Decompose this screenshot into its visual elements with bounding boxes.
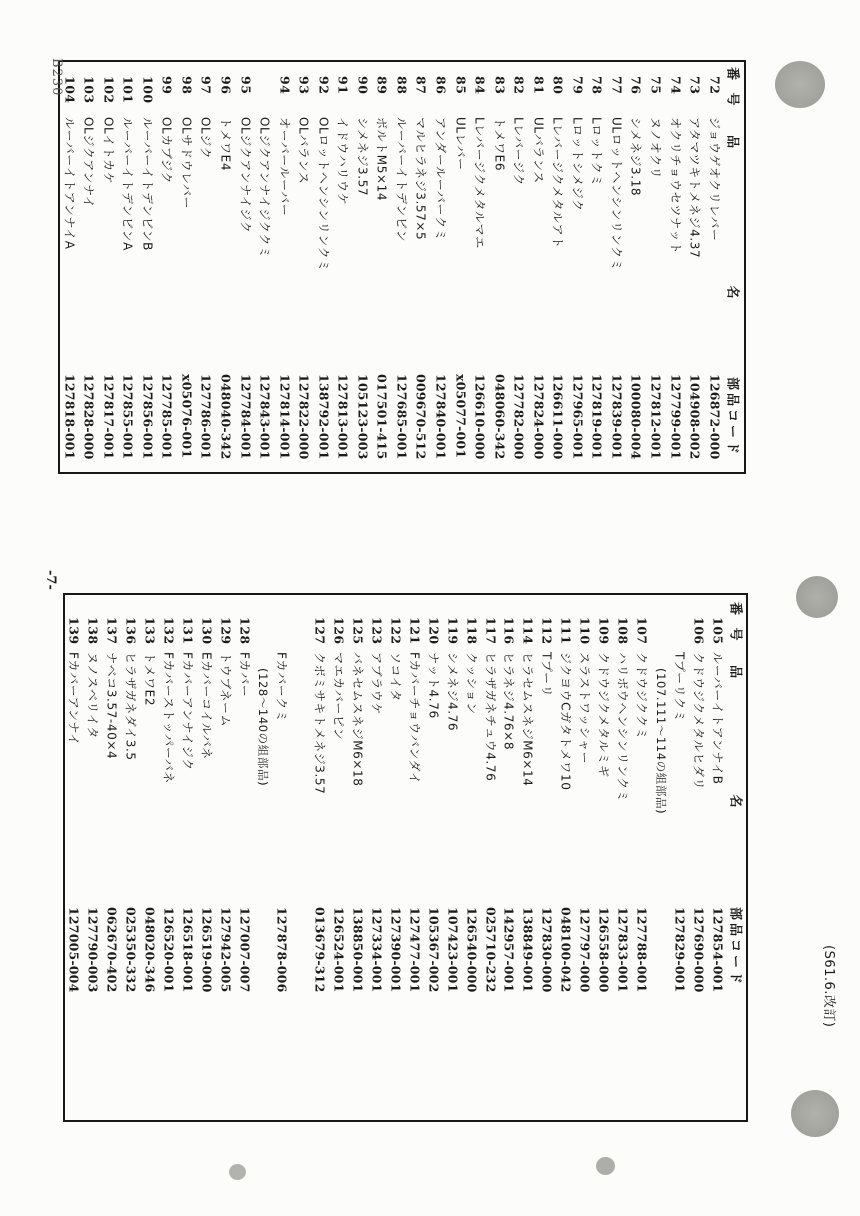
table-row [424, 595, 443, 1120]
table-row [254, 595, 273, 1120]
row-number: 139 [66, 617, 82, 645]
row-number: 128 [237, 617, 253, 645]
row-part-code: 127784-001 [238, 374, 254, 460]
row-part-code: 127843-001 [257, 374, 273, 460]
row-part-code: 105367-002 [426, 907, 442, 993]
row-part-code: 127828-000 [81, 374, 97, 460]
row-number: 136 [123, 617, 139, 645]
row-part-name: クドウジクメタルミギ [596, 652, 611, 778]
row-part-name: オーバールーバー [277, 117, 292, 217]
row-part-code: 104908-002 [687, 374, 703, 460]
row-number: 100 [140, 76, 156, 104]
table-row [462, 595, 481, 1120]
table-row [666, 62, 686, 472]
table-row [99, 62, 119, 472]
row-part-name: ULバランス [531, 117, 546, 184]
row-part-code: 127854-001 [710, 907, 726, 993]
row-number: 118 [464, 617, 480, 645]
row-part-name: トメワE2 [142, 652, 157, 707]
punch-hole-top [775, 61, 825, 108]
row-part-code: 127856-001 [140, 374, 156, 460]
row-part-name: (128〜140の組部品) [256, 668, 271, 787]
row-number: 133 [142, 617, 158, 645]
row-number: 80 [550, 76, 566, 95]
row-part-name: ジョウゲオクリレバー [707, 117, 722, 242]
row-part-name: Fカバー [237, 652, 252, 698]
row-part-code: 127824-000 [531, 374, 547, 460]
row-part-code: 126540-000 [464, 907, 480, 993]
row-part-name: Lレバージクメタルマエ [472, 117, 487, 249]
row-number: 93 [296, 76, 312, 95]
punch-hole-middle [796, 576, 838, 618]
table-row [529, 62, 549, 472]
row-part-name: ルーバーイトアンナイA [62, 117, 77, 250]
row-number: 112 [539, 617, 555, 645]
row-number: 117 [483, 617, 499, 645]
row-part-code: 126558-000 [596, 907, 612, 993]
row-part-name: アンダールーバークミ [433, 117, 448, 242]
row-number: 81 [531, 76, 547, 95]
row-part-code: 048040-342 [218, 374, 234, 460]
table-row [519, 595, 538, 1120]
row-part-name: マルヒラネジ3.57×5 [413, 117, 428, 241]
row-number: 76 [629, 76, 644, 95]
row-part-name: ルーバーイトデンビン [394, 117, 409, 243]
row-part-name: Lロットクミ [589, 117, 604, 187]
row-number: 111 [558, 617, 574, 645]
row-number: 87 [413, 76, 429, 95]
table-row [549, 62, 569, 472]
row-part-code: 127818-001 [62, 374, 78, 460]
row-part-name: ULレバー [453, 117, 468, 171]
row-part-code: 127788-001 [634, 907, 650, 993]
row-part-name: シメネジ3.18 [629, 117, 643, 197]
row-number: 97 [198, 76, 214, 95]
row-part-code: 127829-001 [672, 907, 688, 993]
row-part-name: Fカバークミ [274, 652, 289, 723]
row-number: 120 [426, 617, 442, 645]
table-row [490, 62, 510, 472]
row-part-code: x05076-001 [179, 374, 195, 459]
table-row [576, 595, 595, 1120]
revision-note: (S61.6.改訂) [821, 945, 836, 1028]
row-part-code: 127690-000 [691, 907, 707, 993]
row-number: 79 [570, 76, 586, 95]
table-row [705, 62, 725, 472]
row-part-name: トメワE6 [492, 117, 507, 172]
document-id-label: B230 [49, 58, 64, 97]
row-part-name: ルーバーイトアンナイB [710, 652, 725, 785]
table-row [557, 595, 576, 1120]
row-part-name: ULロットヘンシンリンクミ [609, 117, 624, 272]
row-number: 90 [355, 76, 371, 95]
row-number: 83 [492, 76, 508, 95]
row-part-name: Eカバーコイルバネ [199, 652, 214, 760]
table-row [500, 595, 519, 1120]
row-part-code: 127833-001 [615, 907, 631, 993]
row-part-name: アタマツキトメネジ4.37 [687, 117, 702, 259]
row-part-name: Fカバーアンナイジク [180, 652, 195, 771]
table-row [392, 62, 412, 472]
row-part-code: 138849-001 [520, 907, 536, 993]
table-row [685, 62, 705, 472]
table-row [632, 595, 651, 1120]
row-part-name: ハリボウヘンシンリンクミ [615, 652, 630, 803]
table-row [614, 595, 633, 1120]
row-part-name: OLサドウレバー [179, 117, 194, 210]
scan-dot-left [229, 1164, 246, 1180]
row-part-name: Fカバーチョウバンダイ [407, 652, 422, 785]
row-part-code: 127813-001 [335, 374, 351, 460]
row-part-code: 048020-346 [142, 907, 158, 993]
table-row [178, 595, 197, 1120]
row-part-code: 127839-001 [609, 374, 625, 460]
row-part-name: クボミサキトメネジ3.57 [312, 652, 327, 795]
table-header-row [727, 595, 746, 1120]
row-number: 86 [433, 76, 449, 95]
row-number: 137 [104, 617, 120, 645]
table-row [158, 62, 178, 472]
row-part-code: 127007-007 [237, 907, 253, 993]
row-part-name: Tプーリ [539, 652, 554, 698]
row-part-code: 127965-001 [570, 374, 586, 460]
table-row [141, 595, 160, 1120]
table-row [122, 595, 141, 1120]
row-part-code: 127855-001 [120, 374, 136, 460]
row-number: 102 [101, 76, 117, 104]
table-row [84, 595, 103, 1120]
row-part-code: 062670-402 [104, 907, 120, 993]
table-row [607, 62, 627, 472]
row-number: 85 [453, 76, 469, 95]
table-row [311, 595, 330, 1120]
row-part-code: 127799-001 [668, 374, 684, 460]
row-number: 82 [511, 76, 527, 95]
row-part-name: ナット4.76 [426, 652, 441, 719]
row-number: 101 [120, 76, 136, 104]
row-part-code: 126610-000 [472, 374, 488, 460]
row-number: 119 [445, 617, 461, 645]
row-number: 78 [589, 76, 605, 95]
row-part-code: 127785-001 [159, 374, 175, 460]
table-row [353, 62, 373, 472]
row-part-code: 127812-001 [648, 374, 664, 460]
row-number: 92 [316, 76, 332, 95]
row-part-name: トウブネーム [218, 652, 233, 728]
header-part-code: 部品コード [724, 377, 740, 458]
table-row [216, 62, 236, 472]
row-number: 75 [648, 76, 664, 95]
table-row [292, 595, 311, 1120]
header-part-name: 品 名 [727, 665, 743, 808]
row-part-code: 126520-001 [161, 907, 177, 993]
table-row [588, 62, 608, 472]
row-part-name: シメネジ4.76 [445, 652, 460, 732]
row-number: 84 [472, 76, 488, 95]
row-part-code: 127334-001 [369, 907, 385, 993]
row-part-name: イドウハリウケ [335, 117, 350, 206]
row-number: 73 [687, 76, 703, 95]
row-part-name: Lレバージク [511, 117, 526, 186]
table-row [412, 62, 432, 472]
row-part-name: ナベコ3.57-40×4 [104, 652, 119, 760]
row-number: 91 [335, 76, 351, 95]
row-number: 125 [350, 617, 366, 645]
row-part-name: クドウジクメタルヒダリ [691, 652, 706, 791]
table-row [646, 62, 666, 472]
parts-table-rows-72-104 [58, 60, 746, 474]
row-part-code: 127819-001 [589, 374, 605, 460]
table-row [689, 595, 708, 1120]
row-part-name: OLジクアンナイジク [238, 117, 253, 234]
row-part-name: シメネジ3.57 [355, 117, 370, 197]
table-row [65, 595, 84, 1120]
table-row [197, 595, 216, 1120]
row-part-name: Fカバーストッパーバネ [161, 652, 176, 784]
table-row [538, 595, 557, 1120]
row-part-name: OLジクアンナイジククミ [257, 117, 272, 259]
header-part-code: 部品コード [727, 907, 743, 988]
header-number: 番 号 [724, 67, 740, 106]
row-number: 109 [596, 617, 612, 645]
row-part-name: ヒラザガネダイ3.5 [123, 652, 138, 761]
row-part-name: OLカブジク [159, 117, 174, 185]
row-part-name: Tプーリクミ [672, 652, 687, 723]
row-part-code: 025710-232 [483, 907, 499, 993]
row-number: 110 [577, 617, 593, 645]
row-number: 121 [407, 617, 423, 645]
row-part-code: 127477-001 [407, 907, 423, 993]
table-row [273, 595, 292, 1120]
row-part-name: アブラウケ [369, 652, 384, 716]
row-part-code: x05077-001 [453, 374, 469, 459]
row-number: 89 [374, 76, 390, 95]
table-row [330, 595, 349, 1120]
row-part-code: 009670-512 [413, 374, 429, 460]
row-number: 107 [634, 617, 650, 645]
table-row [60, 62, 80, 472]
row-part-name: ヒラザガネチュウ4.76 [483, 652, 498, 782]
table-row [349, 595, 368, 1120]
row-part-name: ルーバーイトデンビンA [120, 117, 135, 251]
row-number: 127 [312, 617, 328, 645]
row-number: 122 [388, 617, 404, 645]
row-number: 116 [501, 617, 517, 645]
header-number: 番 号 [727, 602, 743, 641]
table-row [235, 595, 254, 1120]
row-part-code: 127814-001 [277, 374, 293, 460]
table-row [627, 62, 647, 472]
row-part-name: ルーバーイトデンビンB [140, 117, 155, 251]
table-row [236, 62, 256, 472]
row-part-code: 048100-042 [558, 907, 574, 993]
row-number: 132 [161, 617, 177, 645]
header-part-name: 品 名 [724, 135, 740, 299]
row-part-code: 127817-001 [101, 374, 117, 460]
row-part-code: 127942-005 [218, 907, 234, 993]
row-part-code: 126524-001 [331, 907, 347, 993]
row-number: 106 [691, 617, 707, 645]
table-row [216, 595, 235, 1120]
table-row [197, 62, 217, 472]
table-row [275, 62, 295, 472]
row-part-name: Lロットシメジク [570, 117, 585, 212]
row-number: 95 [238, 76, 254, 95]
row-part-code: 127782-000 [511, 374, 527, 460]
row-number: 74 [668, 76, 684, 95]
row-part-code: 048060-342 [492, 374, 508, 460]
row-part-code: 127390-001 [388, 907, 404, 993]
row-number: 114 [520, 617, 536, 645]
row-part-code: 142957-001 [501, 907, 517, 993]
row-part-name: ヒラネジ4.76×8 [501, 652, 516, 751]
row-part-code: 127790-003 [85, 907, 101, 993]
table-row [470, 62, 490, 472]
row-part-name: ボルトM5×14 [374, 117, 389, 202]
table-row [405, 595, 424, 1120]
row-part-code: 017501-415 [374, 374, 390, 460]
row-number: 131 [180, 617, 196, 645]
row-part-name: トメワE4 [218, 117, 233, 172]
row-part-name: Lレバージクメタルアト [550, 117, 565, 249]
row-number: 129 [218, 617, 234, 645]
row-number: 77 [609, 76, 625, 95]
row-number: 103 [81, 76, 97, 104]
row-part-name: ヒラセムスネジM6×14 [520, 652, 535, 787]
row-part-code: 126518-001 [180, 907, 196, 993]
table-row [431, 62, 451, 472]
table-row [708, 595, 727, 1120]
row-part-code: 126872-000 [707, 374, 723, 460]
row-part-code: 127797-000 [577, 907, 593, 993]
table-row [159, 595, 178, 1120]
row-part-name: スラストワッシャー [577, 652, 592, 765]
table-row [386, 595, 405, 1120]
row-part-code: 107423-001 [445, 907, 461, 993]
row-number: 105 [710, 617, 726, 645]
row-part-name: バネセムスネジM6×18 [350, 652, 365, 787]
row-part-name: マエカバーピン [331, 652, 346, 741]
row-part-code: 127878-006 [274, 907, 290, 993]
row-part-name: ヌノスベリイタ [85, 652, 100, 740]
row-part-name: OLロットヘンシンリンクミ [316, 117, 331, 272]
table-row [255, 62, 275, 472]
row-number: 98 [179, 76, 195, 95]
row-number: 138 [85, 617, 101, 645]
scan-dot-right [596, 1157, 615, 1175]
table-row [368, 595, 387, 1120]
row-part-code: 127830-000 [539, 907, 555, 993]
table-row [177, 62, 197, 472]
table-row [294, 62, 314, 472]
row-part-code: 127786-001 [198, 374, 214, 460]
punch-hole-bottom [791, 1090, 839, 1137]
table-header-row [724, 62, 744, 472]
row-part-name: オクリチョウセツナット [668, 117, 683, 255]
row-number: 130 [199, 617, 215, 645]
row-part-name: Fカバーアンナイ [66, 652, 81, 746]
table-row [119, 62, 139, 472]
table-row [103, 595, 122, 1120]
row-number: 126 [331, 617, 347, 645]
row-part-name: OLバランス [296, 117, 311, 185]
row-part-code: 138792-001 [316, 374, 332, 460]
row-part-name: ソコイタ [388, 652, 403, 702]
row-number: 96 [218, 76, 234, 95]
row-part-code: 013679-312 [312, 907, 328, 993]
row-part-code: 127005-004 [66, 907, 82, 993]
parts-table-rows-105-139 [63, 593, 748, 1122]
row-part-name: ジクヨウCガタトメワ10 [558, 652, 573, 791]
table-row [373, 62, 393, 472]
row-part-code: 126519-000 [199, 907, 215, 993]
row-number: 88 [394, 76, 410, 95]
table-row [451, 62, 471, 472]
row-part-name: OLイトカケ [101, 117, 116, 185]
row-part-name: OLジクアンナイ [81, 117, 96, 209]
row-number: 94 [277, 76, 293, 95]
row-part-name: (107.111〜114の組部品) [653, 668, 668, 815]
row-part-code: 126611-000 [550, 374, 566, 460]
table-row [443, 595, 462, 1120]
row-part-code: 127822-000 [296, 374, 312, 460]
table-row [334, 62, 354, 472]
row-part-code: 100080-004 [629, 374, 644, 460]
table-row [481, 595, 500, 1120]
row-number: 99 [159, 76, 175, 95]
row-number: 123 [369, 617, 385, 645]
table-row [79, 62, 99, 472]
table-row [595, 595, 614, 1120]
row-part-code: 127840-001 [433, 374, 449, 460]
row-part-name: クドウジククミ [634, 652, 649, 740]
table-row [314, 62, 334, 472]
page-number: -7- [43, 570, 58, 590]
row-part-code: 127685-001 [394, 374, 410, 460]
row-part-name: ヌノオクリ [648, 117, 663, 180]
table-row [651, 595, 670, 1120]
table-row [670, 595, 689, 1120]
row-part-name: OLジク [198, 117, 213, 160]
row-part-name: クッション [464, 652, 479, 715]
row-part-code: 105123-003 [355, 374, 371, 460]
row-number: 108 [615, 617, 631, 645]
table-row [568, 62, 588, 472]
table-row [509, 62, 529, 472]
row-number: 104 [62, 76, 78, 104]
row-part-code: 025350-332 [123, 907, 139, 993]
row-number: 72 [707, 76, 723, 95]
row-part-code: 138850-001 [350, 907, 366, 993]
table-row [138, 62, 158, 472]
